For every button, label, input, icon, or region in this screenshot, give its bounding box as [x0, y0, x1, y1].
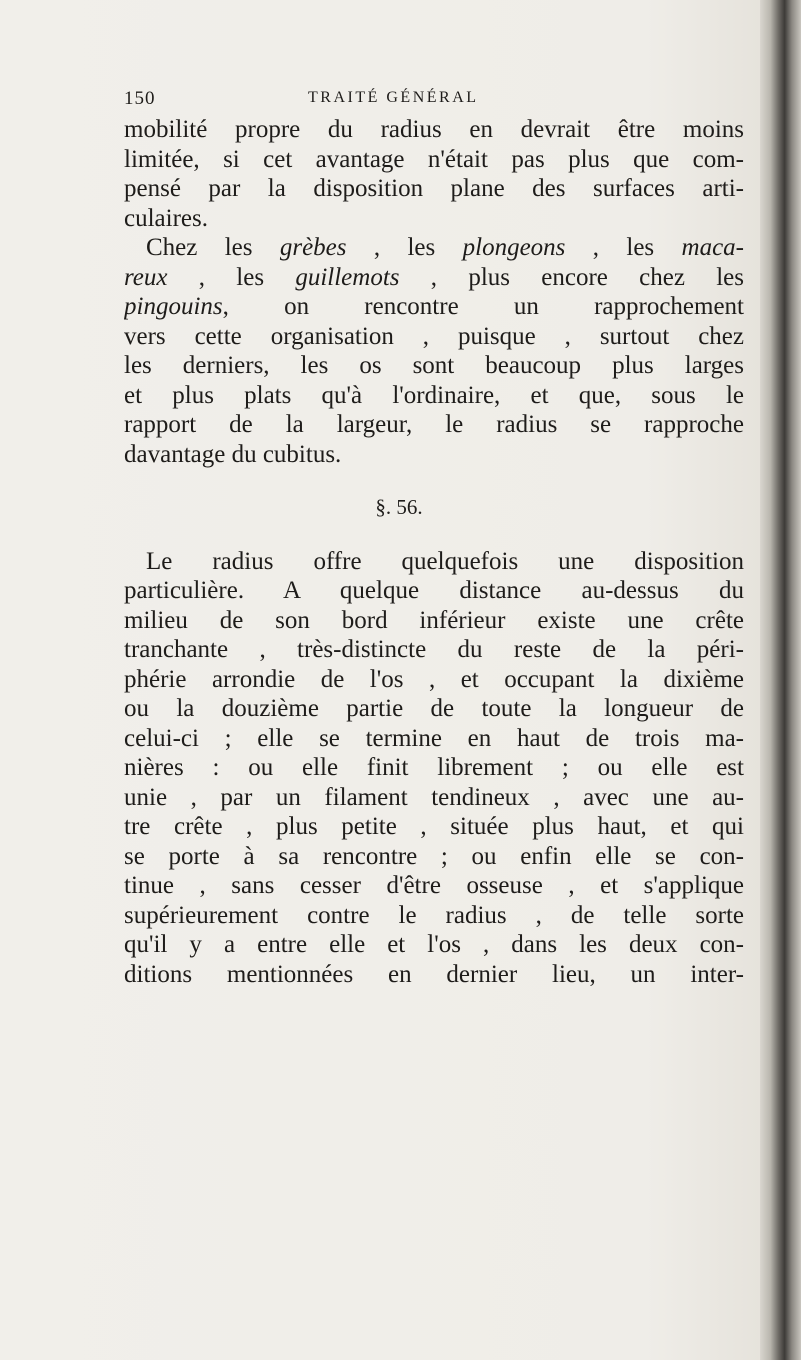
text-line: Le radius offre quelquefois une disposition: [146, 547, 744, 575]
text-line: tranchante , très-distincte du reste de la péri-: [124, 636, 744, 663]
species-plongeons: plongeons: [462, 234, 566, 261]
text-line: ou la douzième partie de toute la longueur de: [124, 695, 744, 722]
text-line: davantage du cubitus.: [124, 440, 342, 468]
text-line: limitée, si cet avantage n'était pas plus que com-: [124, 145, 744, 173]
text-line: ditions mentionnées en dernier lieu, un inter-: [124, 960, 744, 988]
text-line: culaires.: [124, 204, 208, 232]
text-run: , les: [167, 263, 296, 291]
text-line: pensé par la disposition plane des surfaces arti-: [124, 175, 744, 202]
text-run: Chez les: [146, 234, 280, 261]
text-line: celui-ci ; elle se termine en haut de trois ma-: [124, 724, 744, 752]
text-line: rapport de la largeur, le radius se rapproche: [124, 411, 744, 438]
paragraph-continuation: [124, 115, 744, 233]
page-number: 150: [124, 88, 156, 109]
species-pingouins: pingouins: [124, 293, 223, 320]
running-head: [124, 88, 740, 114]
species-macareux-cont: reux: [124, 263, 168, 291]
text-line: milieu de son bord inférieur existe une crête: [124, 606, 744, 634]
paragraph-birds: [124, 233, 744, 469]
text-line: [124, 292, 744, 322]
text-line: qu'il y a entre elle et l'os , dans les deux con-: [124, 931, 744, 958]
text-line: particulière. A quelque distance au-dessus du: [124, 577, 744, 604]
text-line: [124, 263, 744, 293]
text-line: unie , par un filament tendineux , avec une au-: [124, 783, 744, 811]
text-line: supérieurement contre le radius , de telle sorte: [124, 901, 744, 929]
paragraph-radius: [124, 547, 744, 990]
section-heading: §. 56.: [375, 495, 423, 519]
text-run: , les: [346, 234, 463, 261]
text-line: et plus plats qu'à l'ordinaire, et que, sous le: [124, 381, 744, 409]
species-grebes: grèbes: [279, 234, 347, 261]
text-line: tinue , sans cesser d'être osseuse , et s'applique: [124, 872, 744, 899]
text-line: nières : ou elle finit librement ; ou elle est: [124, 754, 744, 781]
text-run: , plus encore chez les: [399, 263, 744, 291]
text-line: se porte à sa rencontre ; ou enfin elle se con-: [124, 842, 744, 870]
species-macareux: maca-: [681, 234, 744, 261]
text-line: mobilité propre du radius en devrait être moins: [124, 116, 744, 143]
text-line: vers cette organisation , puisque , surtout chez: [124, 322, 744, 350]
text-line: tre crête , plus petite , située plus haut, et qui: [124, 813, 744, 840]
text-line: les derniers, les os sont beaucoup plus larges: [124, 352, 744, 379]
text-run: , on rencontre un rapprochement: [222, 293, 744, 320]
book-binding-edge: [760, 0, 801, 1360]
text-line: [124, 233, 744, 263]
species-guillemots: guillemots: [295, 263, 400, 291]
body-text: [124, 115, 744, 989]
text-line: phérie arrondie de l'os , et occupant la dixième: [124, 665, 744, 693]
text-run: , les: [565, 234, 682, 261]
running-title: TRAITÉ GÉNÉRAL: [308, 89, 479, 106]
